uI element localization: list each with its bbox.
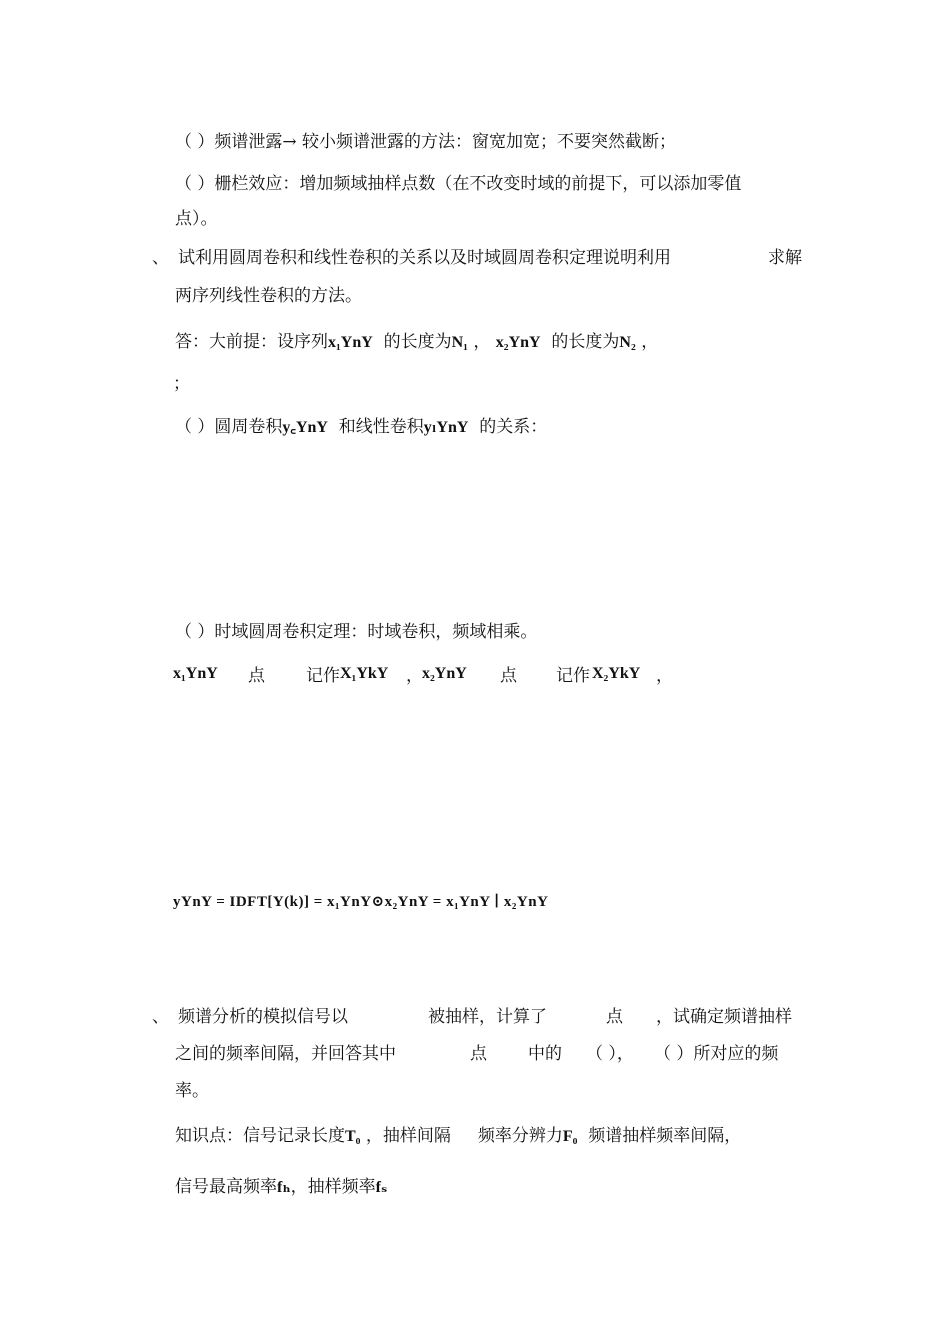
picket-fence-line: （ ）栅栏效应：增加频域抽样点数（在不改变时域的前提下，可以添加零值 (175, 174, 742, 194)
sampling-interval-label: ，抽样间隔 (365, 1126, 451, 1146)
relation-label: 的关系： (479, 417, 548, 437)
question-mark-2: 、 (152, 1007, 169, 1027)
question-conv-line1: 试利用圆周卷积和线性卷积的关系以及时域圆周卷积定理说明利用 (178, 248, 671, 268)
length-label-2: 的长度为 (551, 332, 620, 352)
freq-resolution-label: 频率分辨力 (477, 1126, 563, 1146)
theorem-line: （ ）时域圆周卷积定理：时域卷积，频域相乘。 (175, 622, 538, 642)
answer-prefix: 答：大前提：设序列 (175, 332, 328, 352)
N2-symbol: N₂ (619, 334, 636, 351)
knowledge-line2 (175, 1176, 387, 1199)
ycn-formula: y꜀YnY (282, 419, 328, 436)
F0-symbol: F₀ (562, 1128, 578, 1145)
fs-symbol: fₛ (375, 1179, 388, 1196)
leakage-line: （ ）频谱泄露→ 较小频谱泄露的方法：窗宽加宽；不要突然截断； (175, 132, 677, 152)
denote-label-2: 记作 (556, 666, 590, 686)
fh-symbol: fₕ (277, 1179, 291, 1196)
X2k-formula: X₂YkY (592, 665, 641, 682)
point-label-2: 点 (500, 666, 517, 686)
x2n-formula: x₂YnY (495, 334, 541, 351)
x1n-dft-formula: x₁YnY (173, 665, 218, 682)
comma-dft-2: ， (656, 666, 673, 686)
x1n-formula: x₁YnY (328, 334, 373, 351)
circular-vs-linear (175, 416, 547, 439)
comma-2: ， (641, 332, 659, 352)
question-conv-line2: 两序列线性卷积的方法。 (175, 286, 362, 306)
sampling-freq-label: ，抽样频率 (290, 1177, 376, 1197)
idft-equation: yYnY = IDFT[Y(k)] = x₁YnY⊙x₂YnY = x₁YnY ∣ x₂YnY (173, 894, 549, 910)
T0-symbol: T₀ (345, 1128, 361, 1145)
spectrum-q2-d: （ ）， (586, 1044, 634, 1064)
spectrum-q2-a: 之间的频率间隔，并回答其中 (175, 1044, 396, 1064)
yln-formula: yₗYnY (423, 419, 469, 436)
spectrum-q3: 率。 (175, 1081, 209, 1101)
spectrum-q2-b: 点 (470, 1044, 487, 1064)
record-length-label: 知识点：信号记录长度 (175, 1126, 345, 1146)
spectrum-q-b: 被抽样，计算了 (428, 1007, 547, 1027)
max-freq-label: 信号最高频率 (175, 1177, 277, 1197)
question-mark-1: 、 (152, 248, 169, 268)
length-label-1: 的长度为 (383, 332, 452, 352)
answer-premise (175, 331, 658, 354)
knowledge-line1 (175, 1125, 741, 1148)
point-label-1: 点 (248, 666, 265, 686)
spectrum-q-c: 点 (606, 1007, 623, 1027)
spectrum-q-d: ，试确定频谱抽样 (656, 1007, 792, 1027)
spectral-interval-label: 频谱抽样频率间隔， (588, 1126, 742, 1146)
x2n-dft-formula: x₂YnY (422, 665, 467, 682)
circ-conv-label: （ ）圆周卷积 (175, 417, 283, 437)
comma-1: ， (473, 332, 491, 352)
N1-symbol: N₁ (451, 334, 468, 351)
spectrum-q-a: 频谱分析的模拟信号以 (178, 1007, 348, 1027)
denote-label-1: 记作 (306, 666, 340, 686)
picket-fence-line-cont: 点）。 (175, 209, 218, 229)
question-conv-line1-end: 求解 (768, 248, 802, 268)
spectrum-q2-c: 中的 (528, 1044, 562, 1064)
comma-dft: ， (406, 666, 423, 686)
semicolon-line: ； (173, 374, 190, 394)
linear-conv-label: 和线性卷积 (338, 417, 424, 437)
spectrum-q2-e: （ ）所对应的频 (654, 1044, 779, 1064)
X1k-formula: X₁YkY (340, 665, 389, 682)
